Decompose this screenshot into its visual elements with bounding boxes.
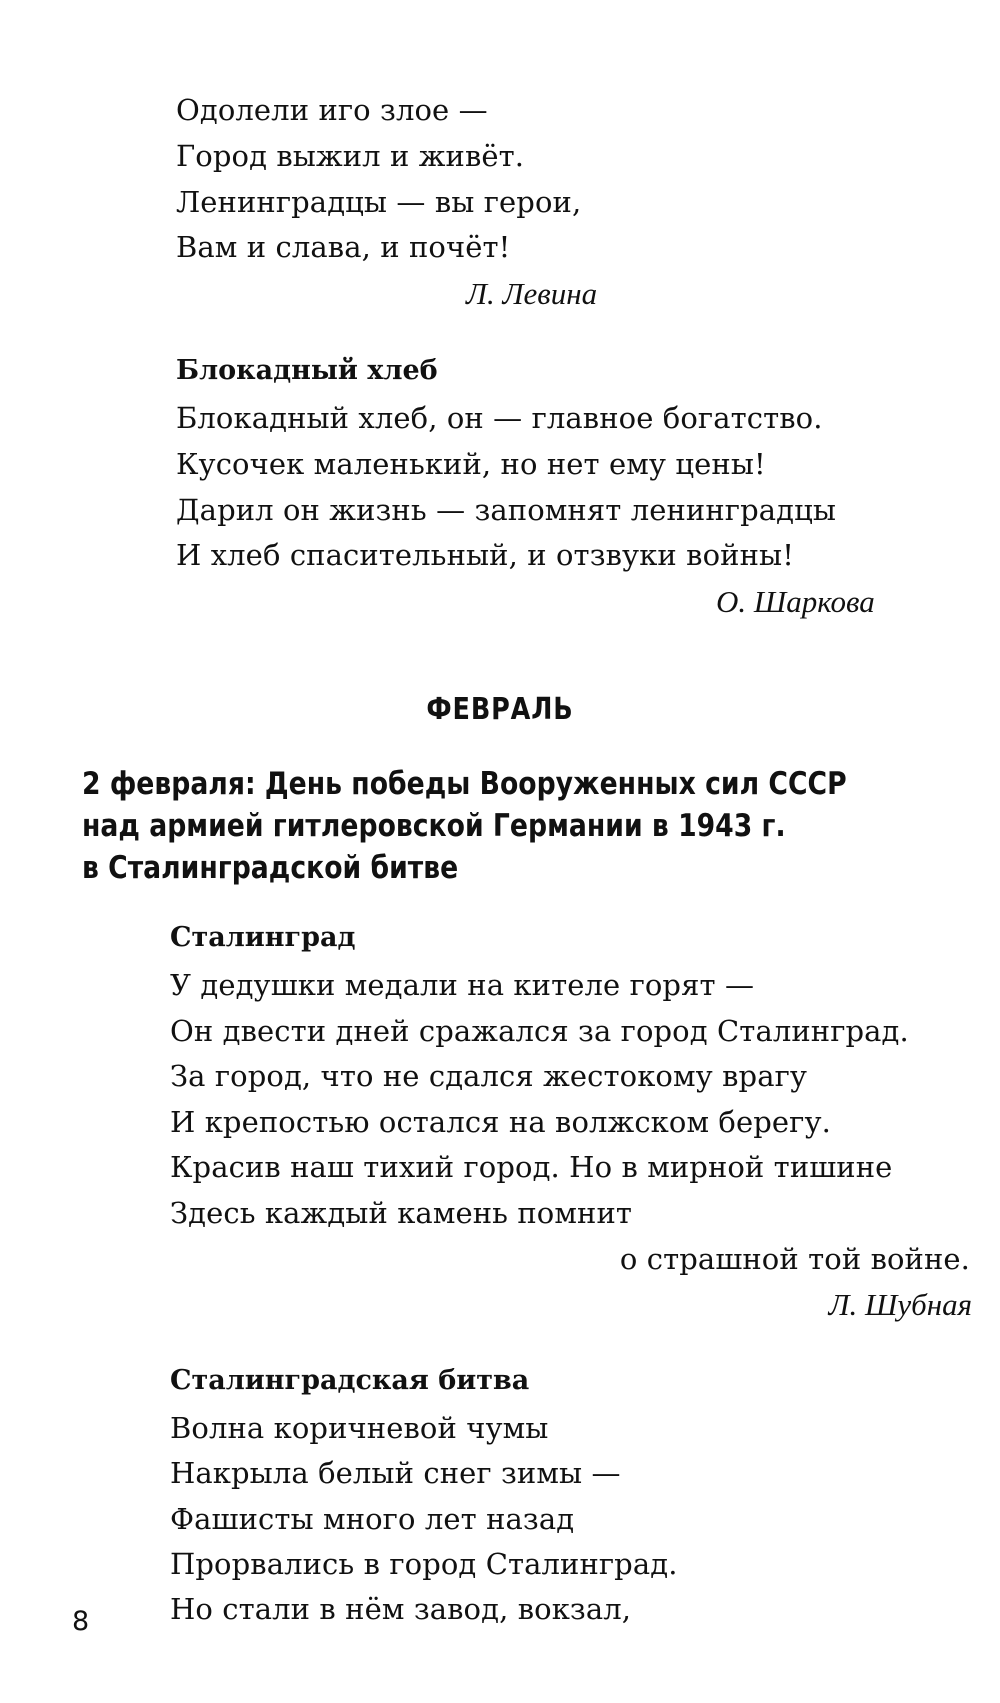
- poem-line: Здесь каждый камень помнит: [170, 1196, 633, 1230]
- poem-title: Сталинградская битва: [170, 1365, 530, 1396]
- poem-author: Л. Левина: [466, 276, 598, 311]
- poem-line: За город, что не сдался жестокому врагу: [170, 1059, 808, 1093]
- month-heading: ФЕВРАЛЬ: [426, 692, 574, 727]
- poem-line: Дарил он жизнь — запомнят ленинградцы: [176, 493, 837, 527]
- poem-line: Кусочек маленький, но нет ему цены!: [176, 447, 766, 481]
- poem-line: Блокадный хлеб, он — главное богатство.: [176, 401, 823, 435]
- poem-line: Одолели иго злое —: [176, 93, 488, 127]
- poem-line: Ленинградцы — вы герои,: [176, 185, 582, 219]
- event-heading-line: 2 февраля: День победы Вооруженных сил СССР: [82, 766, 847, 802]
- event-heading-line: над армией гитлеровской Германии в 1943 г.: [82, 808, 786, 844]
- poem-title: Сталинград: [170, 922, 356, 953]
- event-heading-line: в Сталинградской битве: [82, 850, 459, 886]
- poem-line: Город выжил и живёт.: [176, 139, 525, 173]
- poem-title: Блокадный хлеб: [176, 355, 438, 386]
- poem-line: Прорвались в город Сталинград.: [170, 1547, 678, 1581]
- poem-line: о страшной той войне.: [619, 1242, 970, 1276]
- poem-line: Он двести дней сражался за город Сталинград.: [170, 1014, 909, 1048]
- poem-line: И хлеб спасительный, и отзвуки войны!: [176, 538, 794, 572]
- poem-author: Л. Шубная: [828, 1287, 972, 1322]
- poem-line: Но стали в нём завод, вокзал,: [170, 1592, 632, 1626]
- poem-line: Красив наш тихий город. Но в мирной тишине: [170, 1150, 893, 1184]
- poem-line: И крепостью остался на волжском берегу.: [170, 1105, 831, 1139]
- poem-line: У дедушки медали на кителе горят —: [170, 968, 755, 1002]
- poem-line: Волна коричневой чумы: [170, 1411, 549, 1445]
- poem-line: Фашисты много лет назад: [170, 1502, 575, 1536]
- poem-line: Вам и слава, и почёт!: [176, 230, 511, 264]
- poem-author: О. Шаркова: [716, 584, 875, 619]
- page-number: 8: [72, 1606, 90, 1637]
- poem-line: Накрыла белый снег зимы —: [170, 1456, 621, 1490]
